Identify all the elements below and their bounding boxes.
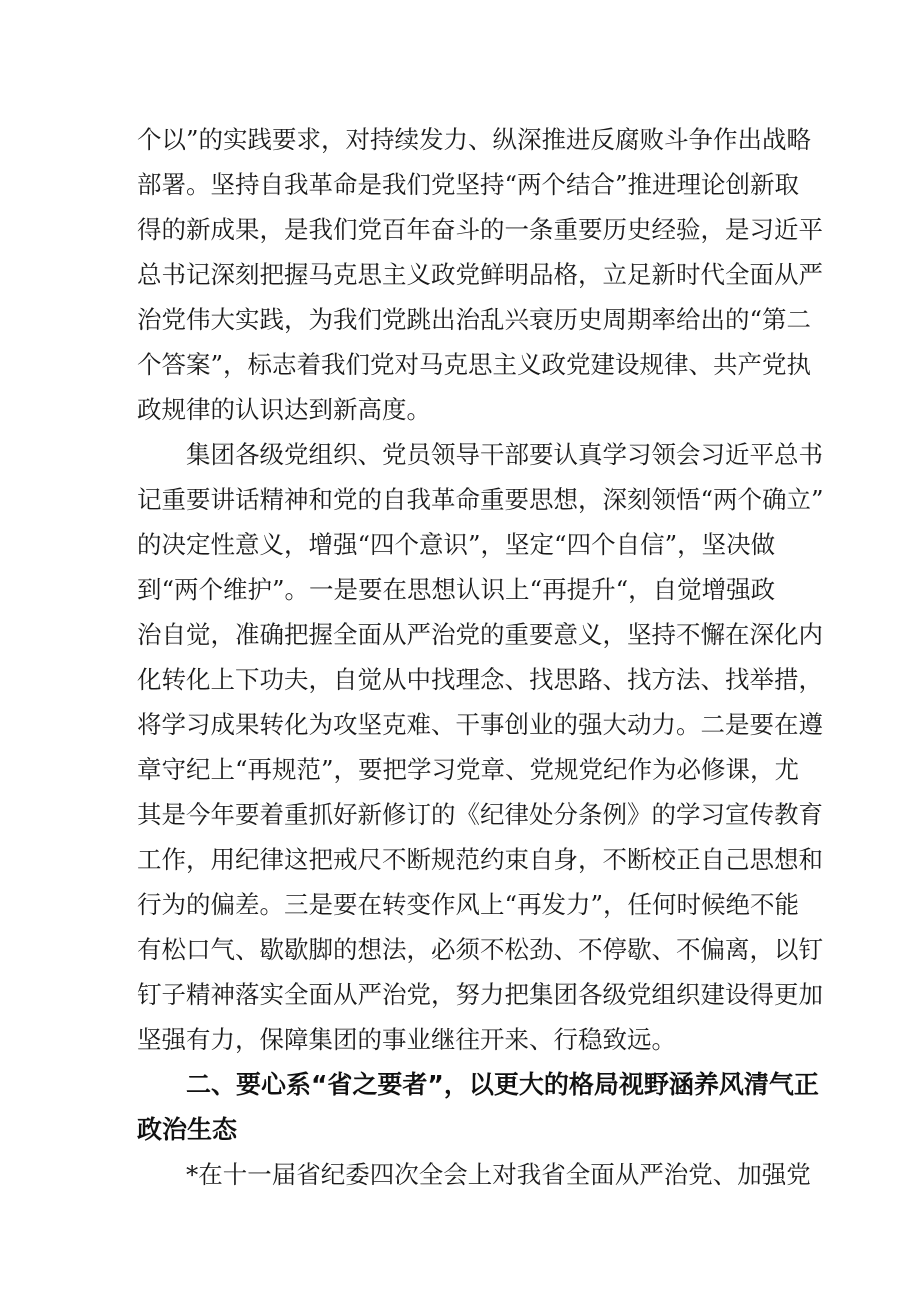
body-line: 到“两个维护”。一是要在思想认识上“再提升“，自觉增强政 xyxy=(137,575,776,604)
body-line: 个答案”，标志着我们党对马克思主义政党建设规律、共产党执 xyxy=(137,350,812,379)
body-line: 坚强有力，保障集团的事业继往开来、行稳致远。 xyxy=(137,1025,676,1054)
body-line: 个以”的实践要求，对持续发力、纵深推进反腐败斗争作出战略 xyxy=(137,125,812,154)
body-line: 部署。坚持自我革命是我们党坚持“两个结合”推进理论创新取 xyxy=(137,170,800,199)
body-line: 化转化上下功夫，自觉从中找理念、找思路、找方法、找举措， xyxy=(137,665,823,694)
body-line: 钉子精神落实全面从严治党，努力把集团各级党组织建设得更加 xyxy=(137,980,823,1009)
body-line: 集团各级党组织、党员领导干部要认真学习领会习近平总书 xyxy=(186,440,823,469)
body-line: 治自觉，准确把握全面从严治党的重要意义，坚持不懈在深化内 xyxy=(137,620,823,649)
body-line: 工作，用纪律这把戒尺不断规范约束自身，不断校正自己思想和 xyxy=(137,845,823,874)
body-line: *在十一届省纪委四次全会上对我省全面从严治党、加强党 xyxy=(186,1160,811,1189)
section-heading: 政治生态 xyxy=(137,1115,238,1144)
body-line: 得的新成果，是我们党百年奋斗的一条重要历史经验，是习近平 xyxy=(137,215,823,244)
body-line: 有松口气、歇歇脚的想法，必须不松劲、不停歇、不偏离，以钉 xyxy=(137,935,823,964)
body-line: 治党伟大实践，为我们党跳出治乱兴衰历史周期率给出的“第二 xyxy=(137,305,812,334)
body-line: 其是今年要着重抓好新修订的《纪律处分条例》的学习宣传教育 xyxy=(137,800,823,829)
body-line: 政规律的认识达到新高度。 xyxy=(137,395,431,424)
body-line: 行为的偏差。三是要在转变作风上“再发力”，任何时候绝不能 xyxy=(137,890,800,919)
body-line: 章守纪上“再规范”，要把学习党章、党规党纪作为必修课，尤 xyxy=(137,755,800,784)
body-line: 记重要讲话精神和党的自我革命重要思想，深刻领悟“两个确立” xyxy=(137,485,824,514)
body-line: 将学习成果转化为攻坚克难、干事创业的强大动力。二是要在遵 xyxy=(137,710,823,739)
section-heading: 二、要心系“省之要者”，以更大的格局视野涵养风清气正 xyxy=(186,1070,819,1099)
body-line: 的决定性意义，增强“四个意识”，坚定“四个自信”，坚决做 xyxy=(137,530,776,559)
body-line: 总书记深刻把握马克思主义政党鲜明品格，立足新时代全面从严 xyxy=(137,260,823,289)
